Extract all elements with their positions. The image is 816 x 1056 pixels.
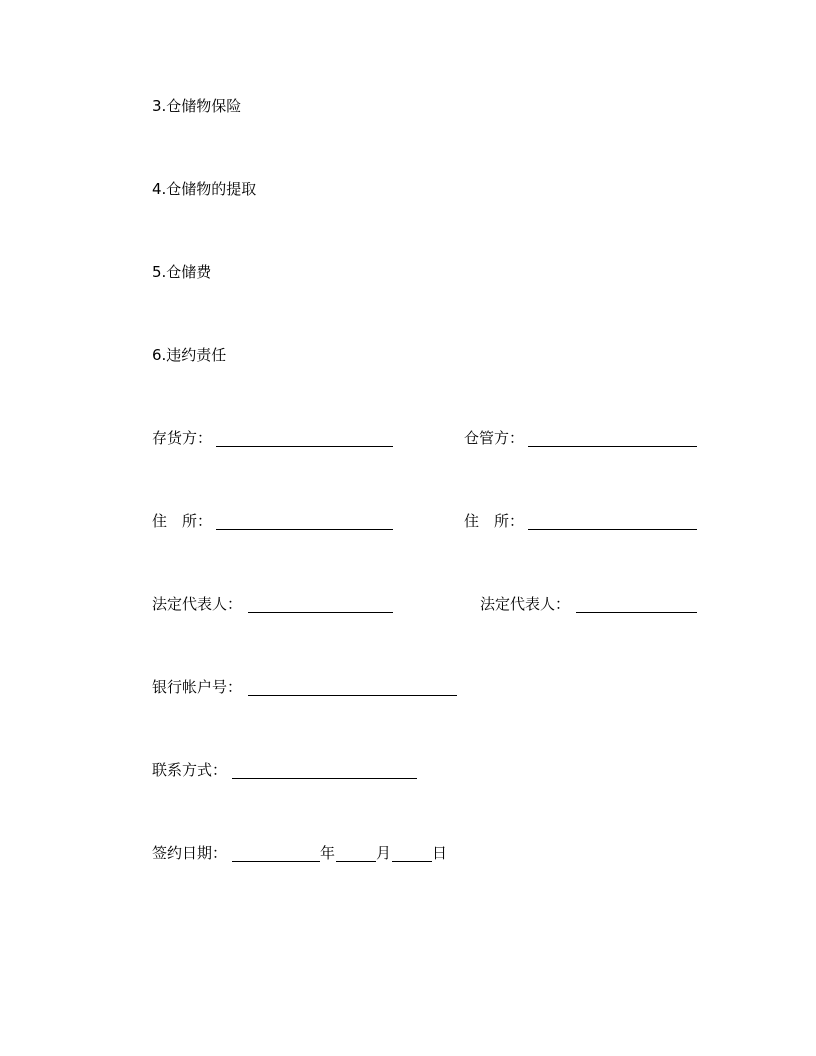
sign-day-blank[interactable] [392,861,432,862]
section-heading-liability: 6.违约责任 [152,346,227,364]
warehouse-legal-rep-blank[interactable] [576,612,697,613]
contact-blank[interactable] [232,778,417,779]
warehouse-address-label: 住 所： [464,512,525,530]
sign-month-blank[interactable] [336,861,376,862]
sign-year-blank[interactable] [232,861,320,862]
depositor-legal-rep-blank[interactable] [248,612,393,613]
warehouse-legal-rep-label: 法定代表人： [480,595,571,613]
depositor-address-label: 住 所： [152,512,213,530]
depositor-address-blank[interactable] [216,529,393,530]
bank-account-label: 银行帐户号： [152,678,243,696]
day-label: 日 [432,844,448,862]
year-label: 年 [320,844,336,862]
depositor-blank[interactable] [216,446,393,447]
warehouse-blank[interactable] [528,446,697,447]
depositor-label: 存货方： [152,429,213,447]
contact-label: 联系方式： [152,761,228,779]
section-heading-pickup: 4.仓储物的提取 [152,180,257,198]
section-heading-insurance: 3.仓储物保险 [152,97,242,115]
depositor-legal-rep-label: 法定代表人： [152,595,243,613]
section-heading-storage-fee: 5.仓储费 [152,263,212,281]
warehouse-address-blank[interactable] [528,529,697,530]
warehouse-label: 仓管方： [464,429,525,447]
sign-date-label: 签约日期： [152,844,228,862]
bank-account-blank[interactable] [248,695,457,696]
month-label: 月 [376,844,392,862]
